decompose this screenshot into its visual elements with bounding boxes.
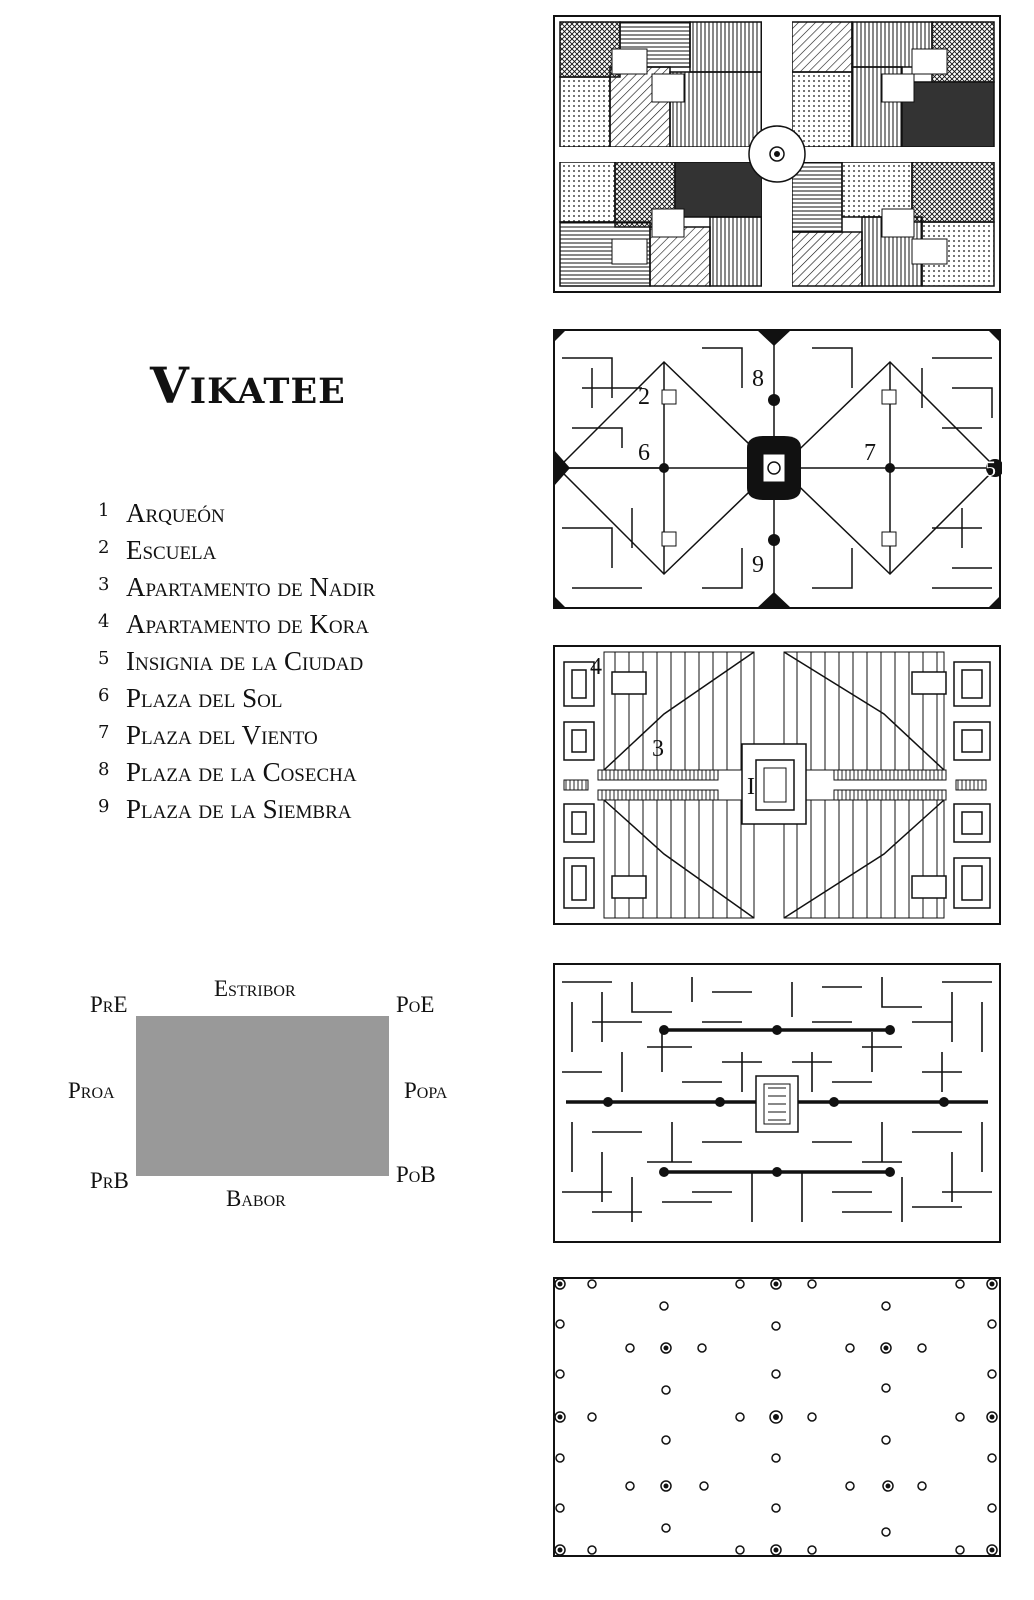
map-level-city (552, 328, 1002, 610)
map-marker-3: 3 (652, 736, 664, 762)
map-marker-9: 9 (752, 552, 764, 578)
legend-item (98, 535, 216, 572)
legend-item (98, 720, 318, 757)
legend-label: Arqueón (126, 498, 225, 528)
compass-popa: Popa (404, 1078, 448, 1103)
legend-label: Apartamento de Kora (126, 609, 370, 639)
compass-pob: PoB (396, 1162, 436, 1187)
legend-label: Plaza de la Siembra (126, 794, 352, 824)
legend-number: 9 (98, 796, 110, 817)
legend-label: Plaza del Viento (126, 720, 318, 750)
legend-number: 6 (98, 685, 110, 706)
page-title: Vikatee (150, 356, 346, 415)
legend-number: 5 (98, 648, 110, 669)
legend-item (98, 757, 357, 794)
map-marker-8: 8 (752, 366, 764, 392)
legend-item (98, 683, 282, 720)
legend-label: Apartamento de Nadir (126, 572, 376, 602)
compass-proa: Proa (68, 1078, 115, 1103)
compass-babor: Babor (226, 1186, 286, 1211)
compass-prb: PrB (90, 1168, 129, 1193)
legend-label: Insignia de la Ciudad (126, 646, 364, 676)
legend-item (98, 572, 375, 609)
map-marker-7: 7 (864, 440, 876, 466)
map-level-residential (552, 644, 1002, 926)
compass-estribor: Estribor (214, 976, 296, 1001)
compass-pre: PrE (90, 992, 128, 1017)
map-level-pillars (552, 1276, 1002, 1558)
legend-number: 8 (98, 759, 110, 780)
compass-poe: PoE (396, 992, 435, 1017)
legend-number: 7 (98, 722, 110, 743)
map-marker-2: 2 (638, 384, 650, 410)
ship-orientation-diagram (136, 1016, 389, 1176)
map-marker-1: I (747, 774, 755, 800)
legend-number: 3 (98, 574, 110, 595)
legend-number: 2 (98, 537, 110, 558)
map-marker-6: 6 (638, 440, 650, 466)
map-level-fields (552, 14, 1002, 294)
legend-item (98, 794, 352, 831)
legend-label: Plaza de la Cosecha (126, 757, 357, 787)
legend-item (98, 498, 225, 535)
map-marker-4: 4 (590, 654, 602, 680)
map-level-labyrinth (552, 962, 1002, 1244)
legend-number: 4 (98, 611, 110, 632)
legend-label: Escuela (126, 535, 217, 565)
legend-label: Plaza del Sol (126, 683, 283, 713)
legend-item (98, 646, 363, 683)
legend-item (98, 609, 369, 646)
legend-number: 1 (98, 500, 110, 521)
map-marker-5: 5 (985, 456, 996, 481)
